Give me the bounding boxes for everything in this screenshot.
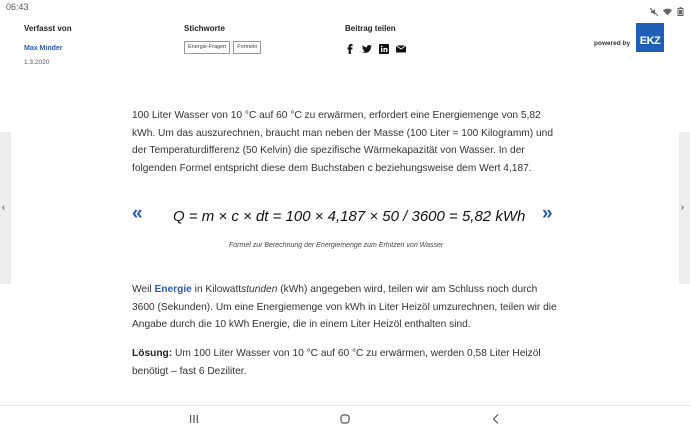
tag-energie-fragen[interactable]: Energie-Fragen <box>184 41 230 54</box>
share-label: Beitrag teilen <box>345 24 396 33</box>
p2-mid: in Kilowatt <box>191 284 242 295</box>
ekz-logo[interactable]: EKZ <box>636 23 664 52</box>
battery-icon <box>677 3 684 21</box>
quote-close-icon: » <box>542 203 553 224</box>
status-bar <box>0 0 690 16</box>
article-paragraph-1: 100 Liter Wasser von 10 °C auf 60 °C zu erwärmen, erfordert eine Energiemenge von 5,82 kWh. Um das auszurechnen, braucht man neben der Masse (100 Liter = 100 Kilogramm) und der Temperaturdifferenz (50 Kelvin) die spezifische Wärmekapazität von Wasser. In der folgenden Formel entspricht diese dem Buchstaben c beziehungsweise dem Wert 4,187. <box>132 110 554 174</box>
formula: Q = m × c × dt = 100 × 4,187 × 50 / 3600 = 5,82 kWh <box>173 208 526 225</box>
powered-by-label: powered by <box>594 40 631 47</box>
p2-italic: stunden <box>241 284 278 295</box>
facebook-icon[interactable] <box>345 41 355 51</box>
share-buttons <box>345 41 406 51</box>
tag-list <box>184 41 261 54</box>
publish-date: 1.3.2020 <box>24 59 50 66</box>
previous-article-tab[interactable] <box>0 132 11 284</box>
next-article-tab[interactable] <box>679 132 690 284</box>
solution-label: Lösung: <box>132 348 173 359</box>
system-nav-bar <box>0 405 690 431</box>
p2-post: (kWh) angegeben wird, teilen wir am Schluss noch durch 3600 (Sekunden). Um eine Energiemenge von kWh in Liter Heizöl umzurechnen, teilen wir die Angabe durch die 10 kWh Energie, die in einem Liter Heizöl enthalten sind. <box>132 284 557 330</box>
wifi-icon <box>663 3 672 21</box>
twitter-icon[interactable] <box>362 41 372 51</box>
solution-text: Um 100 Liter Wasser von 10 °C auf 60 °C zu erwärmen, werden 0,58 Liter Heizöl benötigt – fast 6 Deziliter. <box>132 348 541 377</box>
p2-pre: Weil <box>132 284 155 295</box>
keywords-label: Stichworte <box>184 24 225 33</box>
status-icons <box>650 3 684 21</box>
status-time: 06:43 <box>6 2 29 12</box>
author-label: Verfasst von <box>24 24 72 33</box>
back-icon[interactable] <box>489 412 503 426</box>
solution-paragraph <box>132 345 562 380</box>
chevron-left-icon: ‹ <box>2 202 5 212</box>
author-link[interactable]: Max Minder <box>24 45 63 52</box>
mail-icon[interactable] <box>396 41 406 51</box>
energie-link[interactable]: Energie <box>154 284 192 295</box>
article-paragraph-2 <box>132 281 562 334</box>
mute-icon <box>650 3 658 21</box>
recent-apps-icon[interactable] <box>187 412 201 426</box>
formula-caption: Formel zur Berechnung der Energiemenge zum Erhitzen von Wasser <box>229 242 444 249</box>
linkedin-icon[interactable] <box>379 41 389 51</box>
tag-formeln[interactable]: Formeln <box>233 41 261 54</box>
chevron-right-icon: › <box>681 202 684 212</box>
home-icon[interactable] <box>338 412 352 426</box>
quote-open-icon: « <box>132 203 143 224</box>
